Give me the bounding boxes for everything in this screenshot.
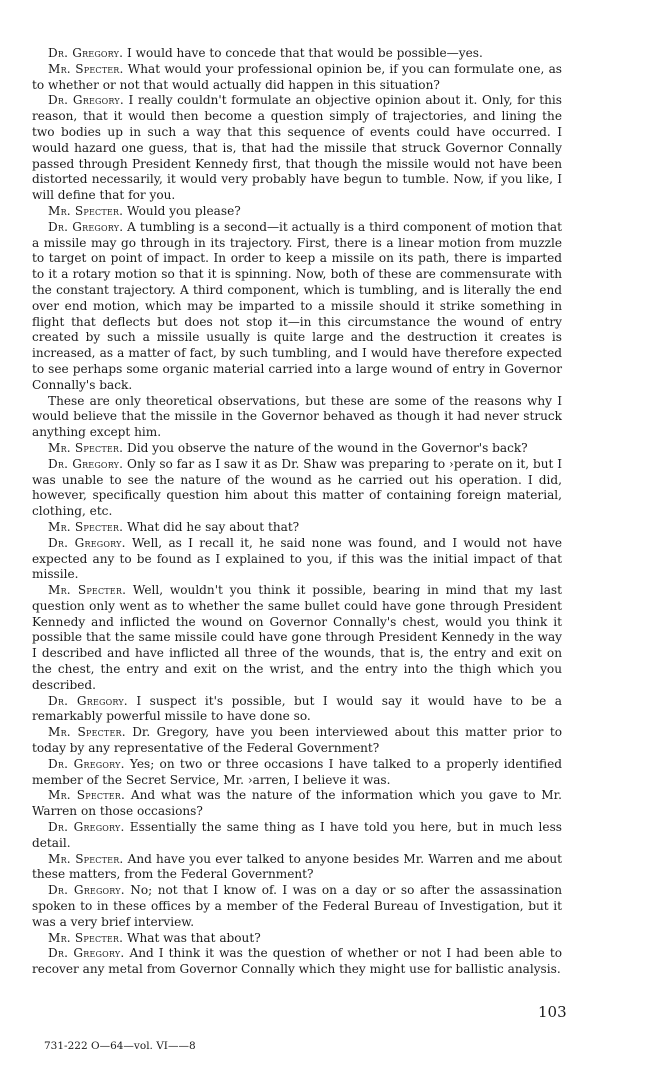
paragraph-text: Yes; on two or three occasions I have talked to a properly identified member of the Secret Service, Mr. ›arren, I believe it was. [32, 756, 562, 787]
speaker-name: Mr. Specter. [48, 61, 124, 76]
testimony-paragraph [32, 852, 562, 884]
speaker-name: Mr. Specter. [48, 583, 127, 598]
testimony-paragraph [32, 93, 562, 204]
speaker-name: Dr. Gregory. [48, 456, 124, 471]
speaker-name: Dr. Gregory. [48, 93, 124, 108]
speaker-name: Dr. Gregory. [48, 46, 124, 60]
paragraph-text: Only so far as I saw it as Dr. Shaw was preparing to ›perate on it, but I was unable to see the nature of the wound as he carried out his operation. I did, however, specifically question him about this matter of containing foreign material, clothing, etc. [32, 456, 562, 519]
speaker-name: Dr. Gregory. [48, 946, 125, 961]
paragraph-text: I would have to concede that that would be possible—yes. [123, 46, 483, 60]
testimony-paragraph [32, 441, 562, 457]
paragraph-text: Essentially the same thing as I have told you here, but in much less detail. [32, 820, 562, 850]
paragraph-text: Well, wouldn't you think it possible, bearing in mind that my last question only went as to whether the same bullet could have gone through President Kennedy and inflicted the wound on Governor Connally's chest, would you think it possible that the same missile could have gone through President Kennedy in the way I described and have inflicted all three of the wounds, that is, the entry and exit on the chest, the entry and exit on the wrist, and the entry into the thigh which you described. [32, 583, 562, 692]
paragraph-text: I suspect it's possible, but I would say it would have to be a remarkably powerful missile to have done so. [32, 693, 562, 724]
testimony-text [32, 46, 562, 978]
speaker-name: Dr. Gregory. [48, 756, 125, 771]
testimony-paragraph [32, 725, 562, 757]
paragraph-text: I really couldn't formulate an objective opinion about it. Only, for this reason, that it would then become a question simply of trajectories, and lining the two bodies up in such a way that this sequence of events could have occurred. I would hazard one guess, that is, that had the missile that struck Governor Connally passed through President Kennedy first, that though the missile would not have been distorted necessarily, it would very probably have begun to tumble. Now, if you like, I will define that for you. [32, 93, 562, 203]
testimony-paragraph [32, 520, 562, 536]
paragraph-text: What did he say about that? [123, 519, 300, 534]
paragraph-text: Well, as I recall it, he said none was found, and I would not have expected any to be found as I explained to you, if this was the initial impact of that missile. [32, 535, 562, 582]
paragraph-text: And I think it was the question of whether or not I had been able to recover any metal from Governor Connally which they might use for ballistic analysis. [32, 946, 563, 977]
paragraph-text: A tumbling is a second—it actually is a third component of motion that a missile may go through in its trajectory. First, there is a linear motion from muzzle to target on point of impact. In order to keep a missile on its path, there is imparted to it a rotary motion so that it is spinning. Now, both of these are commensurate with the constant trajectory. A third component, which is tumbling, and is literally the end over end motion, which may be imparted to a missile should it strike something in flight that deflects but does not stop it—in this circumstance the wound of entry created by such a missile usually is quite large and the destruction it creates is increased, as a matter of fact, by such tumbling, and I would have therefore expected to see perhaps some organic material carried into a large wound of entry in Governor Connally's back. [32, 219, 562, 392]
paragraph-text: These are only theoretical observations, but these are some of the reasons why I would believe that the missile in the Governor behaved as though it had never struck anything except him. [32, 393, 562, 440]
testimony-paragraph [32, 536, 562, 583]
testimony-paragraph [32, 946, 562, 978]
testimony-paragraph [32, 457, 562, 520]
speaker-name: Mr. Specter. [48, 930, 124, 945]
speaker-name: Mr. Specter. [48, 519, 124, 534]
paragraph-text: What would your professional opinion be, if you can formulate one, as to whether or not that would actually did happen in this situation? [32, 61, 562, 92]
testimony-paragraph [32, 788, 562, 820]
speaker-name: Mr. Specter. [48, 851, 124, 866]
speaker-name: Dr. Gregory. [48, 535, 126, 550]
speaker-name: Dr. Gregory. [48, 820, 125, 835]
page-number: 103 [538, 1003, 567, 1021]
speaker-name: Dr. Gregory. [48, 883, 125, 898]
paragraph-text: Did you observe the nature of the wound in the Governor's back? [123, 440, 528, 455]
testimony-paragraph [32, 820, 562, 852]
speaker-name: Mr. Specter. [48, 203, 124, 218]
speaker-name: Mr. Specter. [48, 788, 126, 803]
speaker-name: Mr. Specter. [48, 725, 126, 740]
testimony-paragraph [32, 46, 562, 62]
testimony-paragraph [32, 931, 562, 947]
printer-mark: 731-222 O—64—vol. VI——8 [44, 1040, 196, 1052]
speaker-name: Mr. Specter. [48, 440, 124, 455]
speaker-name: Dr. Gregory. [48, 693, 128, 708]
paragraph-text: And what was the nature of the information which you gave to Mr. Warren on those occasions? [32, 788, 562, 819]
testimony-paragraph [32, 757, 562, 789]
testimony-paragraph [32, 694, 562, 726]
testimony-paragraph [32, 883, 562, 930]
testimony-paragraph [32, 62, 562, 94]
testimony-paragraph [32, 394, 562, 441]
paragraph-text: No; not that I know of. I was on a day or so after the assassination spoken to in these offices by a member of the Federal Bureau of Investigation, but it was a very brief interview. [32, 883, 562, 929]
testimony-paragraph [32, 583, 562, 694]
paragraph-text: What was that about? [123, 930, 261, 945]
paragraph-text: Dr. Gregory, have you been interviewed about this matter prior to today by any representative of the Federal Government? [32, 725, 562, 756]
testimony-paragraph [32, 204, 562, 220]
testimony-paragraph [32, 220, 562, 394]
paragraph-text: Would you please? [123, 203, 241, 218]
speaker-name: Dr. Gregory. [48, 219, 124, 234]
paragraph-text: And have you ever talked to anyone besides Mr. Warren and me about these matters, from the Federal Government? [32, 851, 562, 882]
